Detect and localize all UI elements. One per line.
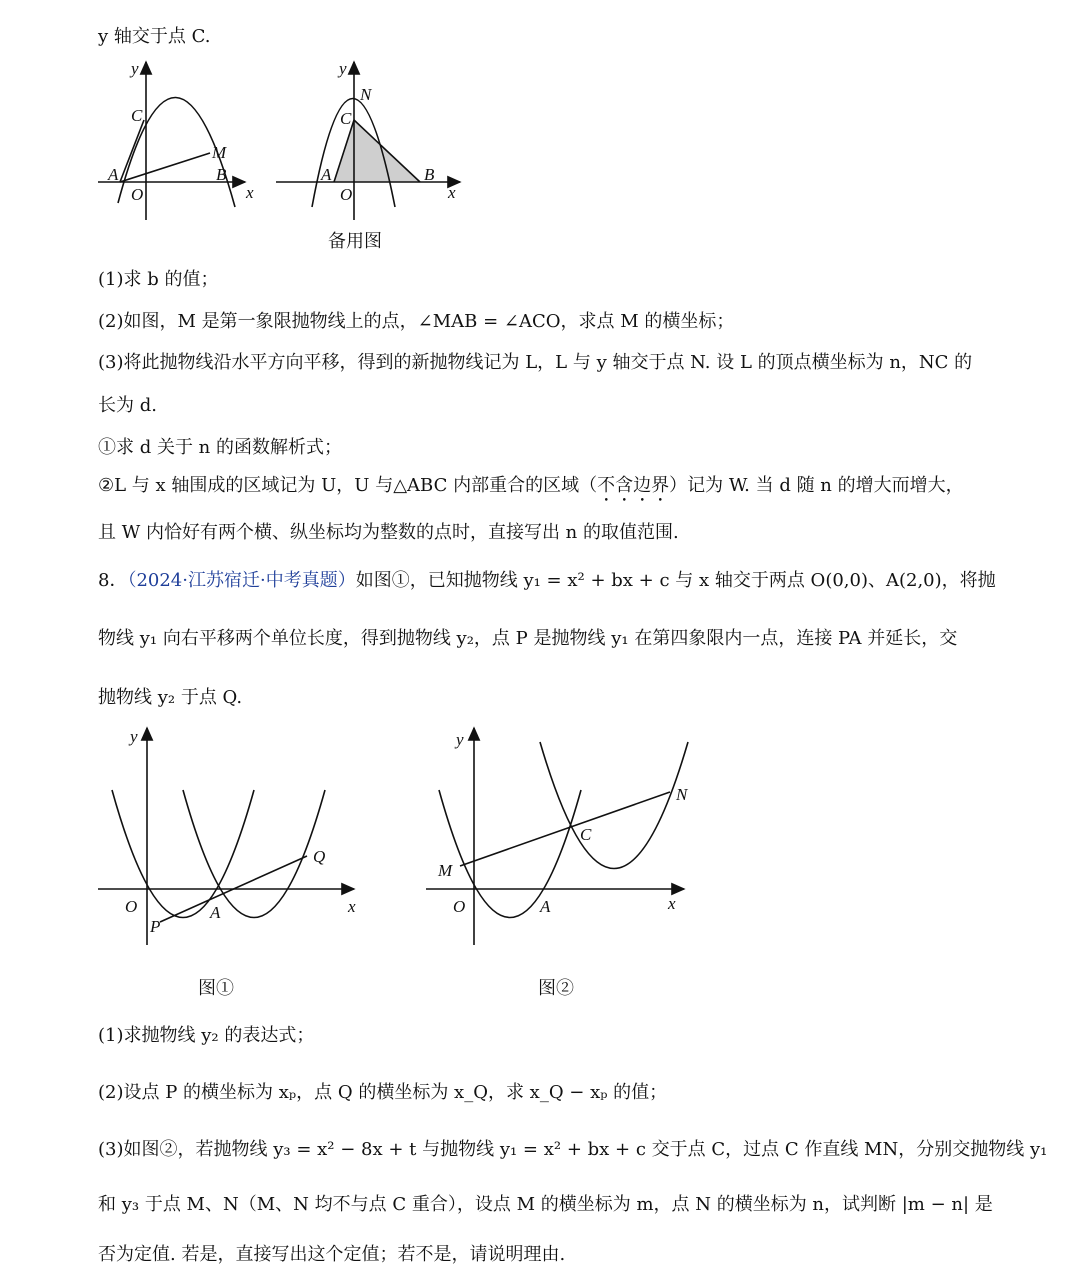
label-N: N — [360, 85, 372, 104]
fig2-label-C: C — [580, 825, 592, 844]
q7-part3-line2: 长为 d. — [98, 395, 157, 416]
top-line: y 轴交于点 C. — [98, 26, 211, 47]
figure-2-caption: 图② — [538, 978, 574, 999]
q7-sub2-post: ）记为 W. 当 d 随 n 的增大而增大， — [669, 475, 964, 496]
fig2-label-x: x — [668, 894, 676, 913]
q8-part3-line3: 否为定值. 若是，直接写出这个定值；若不是，请说明理由. — [98, 1244, 566, 1265]
label-C: C — [340, 109, 352, 128]
label-O: O — [131, 185, 144, 204]
q8-source: （2024·江苏宿迁·中考真题） — [127, 570, 356, 591]
q8-line3: 抛物线 y₂ 于点 Q. — [98, 687, 243, 708]
q8-part1: (1)求抛物线 y₂ 的表达式； — [98, 1025, 315, 1046]
fig2-label-O: O — [453, 897, 466, 916]
fig1-label-y: y — [130, 727, 138, 746]
q8-text1: 如图①，已知抛物线 y₁ = x² + bx + c 与 x 轴交于两点 O(0,0)、A(2,0)，将抛 — [355, 570, 996, 591]
figure-1-caption: 图① — [198, 978, 234, 999]
q7-sub2-emphasis: 不含边界 — [597, 475, 670, 496]
label-C: C — [131, 106, 143, 125]
q8-part2: (2)设点 P 的横坐标为 xₚ，点 Q 的横坐标为 x_Q，求 x_Q − xₚ 的值； — [98, 1082, 668, 1103]
label-x: x — [448, 183, 456, 202]
label-A: A — [108, 165, 119, 184]
label-A: A — [321, 165, 332, 184]
label-B: B — [424, 165, 435, 184]
q8-line2: 物线 y₁ 向右平移两个单位长度，得到抛物线 y₂，点 P 是抛物线 y₁ 在第四象限内一点，连接 PA 并延长，交 — [98, 628, 958, 649]
label-x: x — [246, 183, 254, 202]
fig1-label-x: x — [348, 897, 356, 916]
fig1-label-O: O — [125, 897, 138, 916]
spare-figure-caption: 备用图 — [328, 231, 382, 252]
fig2-label-N: N — [676, 785, 688, 804]
label-O: O — [340, 185, 353, 204]
figure-2 — [426, 728, 688, 945]
fig1-label-A: A — [210, 903, 221, 922]
q7-part3-line1: (3)将此抛物线沿水平方向平移，得到的新抛物线记为 L，L 与 y 轴交于点 N. 设 L 的顶点横坐标为 n，NC 的 — [98, 352, 973, 373]
q7-part2: (2)如图，M 是第一象限抛物线上的点，∠MAB = ∠ACO，求点 M 的横坐标； — [98, 311, 735, 332]
q7-sub2-line2: 且 W 内恰好有两个横、纵坐标均为整数的点时，直接写出 n 的取值范围. — [98, 522, 679, 543]
q7-sub2-pre: ②L 与 x 轴围成的区域记为 U，U 与△ABC 内部重合的区域（ — [98, 475, 598, 496]
fig2-label-y: y — [456, 730, 464, 749]
q7-part1: (1)求 b 的值； — [98, 269, 219, 290]
parabola-y2 — [183, 790, 325, 918]
fig2-label-M: M — [438, 861, 453, 880]
label-M: M — [212, 143, 227, 162]
fig1-label-P: P — [150, 917, 161, 936]
fig1-label-Q: Q — [313, 847, 326, 866]
fig2-label-A: A — [540, 897, 551, 916]
q8-number: 8． — [98, 570, 128, 591]
label-y: y — [131, 59, 139, 78]
q7-sub1: ①求 d 关于 n 的函数解析式； — [98, 437, 343, 458]
label-y: y — [339, 59, 347, 78]
q8-part3-line2: 和 y₃ 于点 M、N（M、N 均不与点 C 重合），设点 M 的横坐标为 m，点 N 的横坐标为 n，试判断 |m − n| 是 — [98, 1194, 993, 1215]
label-B: B — [216, 165, 227, 184]
q8-part3-line1: (3)如图②，若抛物线 y₃ = x² − 8x + t 与抛物线 y₁ = x² + bx + c 交于点 C，过点 C 作直线 MN，分别交抛物线 y₁ — [98, 1139, 1048, 1160]
